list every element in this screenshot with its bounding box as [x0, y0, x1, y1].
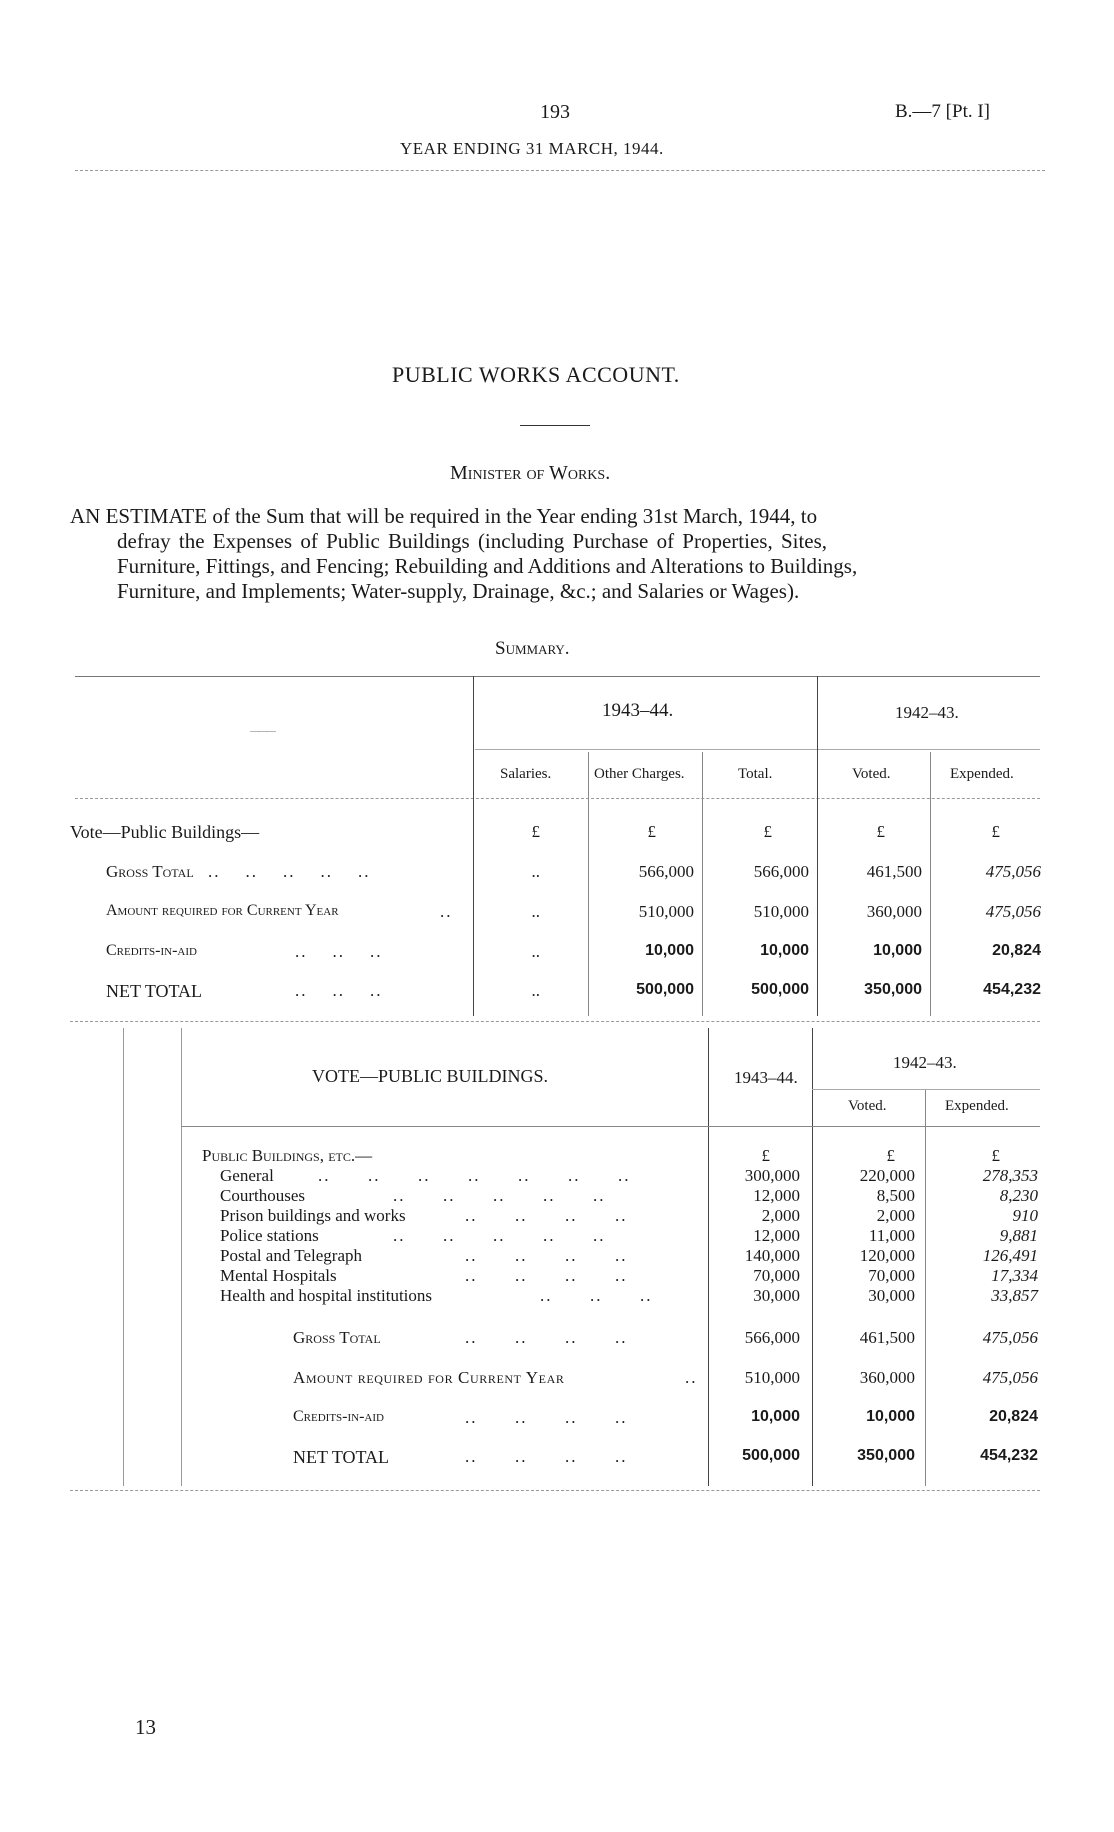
- vote-total-current: 500,000: [742, 1447, 800, 1464]
- vote-col-divider-voted: [925, 1090, 926, 1486]
- vote-item-current: 12,000: [753, 1186, 800, 1205]
- vote-total-label: Amount required for Current Year: [293, 1368, 565, 1387]
- summary-cell-salaries: ..: [531, 862, 540, 881]
- vote-item-current: 140,000: [744, 1246, 800, 1265]
- leader-dots: .. .. .. .. ..: [393, 1226, 606, 1245]
- vote-header-rule: [181, 1126, 1040, 1127]
- summary-cell-total: 566,000: [753, 862, 809, 881]
- vote-item-current: 2,000: [761, 1206, 800, 1225]
- vote-item-label: Mental Hospitals: [220, 1266, 337, 1285]
- leader-dots: .. .. ..: [540, 1286, 653, 1305]
- vote-group-label: Public Buildings, etc.—: [202, 1146, 373, 1165]
- leader-dots: ..: [440, 902, 453, 921]
- summary-cell-other: 510,000: [638, 902, 694, 921]
- leader-dots: .. .. .. ..: [465, 1266, 628, 1285]
- vote-total-voted: 10,000: [866, 1408, 915, 1425]
- leader-dots: .. .. ..: [295, 981, 383, 1000]
- vote-item-label: General: [220, 1166, 274, 1185]
- vote-year-current: 1943–44.: [734, 1068, 798, 1087]
- summary-cell-salaries: ..: [531, 902, 540, 921]
- summary-col-divider-year: [817, 676, 818, 1016]
- vote-item-label: Police stations: [220, 1226, 319, 1245]
- summary-col-divider-salaries: [588, 752, 589, 1016]
- vote-item-current: 300,000: [744, 1166, 800, 1185]
- summary-cell-voted: 350,000: [864, 981, 922, 998]
- vote-col-divider-prev: [812, 1028, 813, 1486]
- vote-year-rule: [812, 1089, 1040, 1090]
- summary-cell-expended: 454,232: [983, 981, 1041, 998]
- vote-left-border-outer: [123, 1028, 124, 1486]
- vote-total-label: Gross Total: [293, 1328, 381, 1347]
- summary-year-rule: [475, 749, 1040, 750]
- summary-row-label: Gross Total: [106, 862, 194, 881]
- vote-item-voted: 11,000: [868, 1226, 915, 1245]
- summary-cell-other: 10,000: [645, 942, 694, 959]
- vote-currency-voted: £: [886, 1146, 895, 1165]
- vote-item-voted: 8,500: [876, 1186, 915, 1205]
- vote-item-voted: 120,000: [859, 1246, 915, 1265]
- summary-col-total: Total.: [738, 766, 773, 782]
- page-subtitle: YEAR ENDING 31 MARCH, 1944.: [400, 139, 664, 158]
- vote-col-divider-current: [708, 1028, 709, 1486]
- vote-total-current: 510,000: [744, 1368, 800, 1387]
- reference-code: B.—7 [Pt. I]: [895, 101, 990, 122]
- summary-cell-expended: 20,824: [992, 942, 1041, 959]
- summary-vote-label: Vote—Public Buildings—: [70, 822, 260, 842]
- summary-cell-salaries: ..: [531, 981, 540, 1000]
- leader-dots: .. .. .. ..: [465, 1328, 628, 1347]
- vote-item-voted: 30,000: [868, 1286, 915, 1305]
- title-rule: [520, 425, 590, 426]
- leader-dots: .. .. .. ..: [465, 1408, 628, 1427]
- summary-currency-voted: £: [876, 822, 885, 841]
- summary-cell-expended: 475,056: [985, 902, 1041, 921]
- summary-col-divider-main: [473, 676, 474, 1016]
- header-rule: [75, 170, 1045, 171]
- summary-col-voted: Voted.: [852, 766, 891, 782]
- summary-currency-salaries: £: [531, 822, 540, 841]
- leader-dots: .. .. .. ..: [465, 1246, 628, 1265]
- vote-total-expended: 475,056: [982, 1328, 1038, 1347]
- vote-item-current: 12,000: [753, 1226, 800, 1245]
- vote-total-label: NET TOTAL: [293, 1447, 390, 1467]
- summary-row-label: Credits-in-aid: [106, 942, 197, 959]
- summary-col-salaries: Salaries.: [500, 766, 552, 782]
- vote-item-label: Postal and Telegraph: [220, 1246, 363, 1265]
- summary-cell-total: 510,000: [753, 902, 809, 921]
- summary-cell-total: 500,000: [751, 981, 809, 998]
- vote-item-label: Courthouses: [220, 1186, 305, 1205]
- estimate-line-4: Furniture, and Implements; Water-supply, Drainage, &c.; and Salaries or Wages).: [117, 579, 800, 603]
- summary-cell-other: 566,000: [638, 862, 694, 881]
- summary-row-label: NET TOTAL: [106, 981, 203, 1001]
- summary-row-label: Amount required for Current Year: [106, 902, 339, 919]
- summary-cell-salaries: ..: [531, 942, 540, 961]
- summary-currency-expended: £: [991, 822, 1000, 841]
- vote-col-expended: Expended.: [945, 1098, 1009, 1114]
- summary-year-prev: 1942–43.: [895, 703, 959, 722]
- vote-currency-expended: £: [991, 1146, 1000, 1165]
- summary-cell-voted: 10,000: [873, 942, 922, 959]
- vote-left-border-inner: [181, 1028, 182, 1486]
- vote-currency-current: £: [761, 1146, 770, 1165]
- footer-number: 13: [135, 1715, 156, 1739]
- vote-heading: VOTE—PUBLIC BUILDINGS.: [312, 1066, 548, 1086]
- summary-heading: Summary.: [495, 638, 570, 659]
- vote-total-expended: 475,056: [982, 1368, 1038, 1387]
- leader-dots: .. .. .. ..: [465, 1447, 628, 1466]
- minister-heading: Minister of Works.: [450, 462, 611, 484]
- summary-cell-voted: 461,500: [866, 862, 922, 881]
- vote-item-current: 70,000: [753, 1266, 800, 1285]
- summary-col-divider-other: [702, 752, 703, 1016]
- vote-item-voted: 220,000: [859, 1166, 915, 1185]
- document-title: PUBLIC WORKS ACCOUNT.: [392, 362, 680, 387]
- vote-bottom-rule: [70, 1490, 1040, 1491]
- leader-dots: ..: [685, 1368, 698, 1387]
- vote-total-expended: 454,232: [980, 1447, 1038, 1464]
- vote-item-expended: 126,491: [982, 1246, 1038, 1265]
- vote-total-expended: 20,824: [989, 1408, 1038, 1425]
- vote-year-prev: 1942–43.: [893, 1053, 957, 1072]
- vote-total-voted: 350,000: [857, 1447, 915, 1464]
- summary-col-other: Other Charges.: [594, 766, 685, 782]
- leader-dots: .. .. ..: [295, 942, 383, 961]
- vote-total-voted: 360,000: [859, 1368, 915, 1387]
- leader-dots: .. .. .. ..: [465, 1206, 628, 1225]
- leader-dots: .. .. .. .. ..: [393, 1186, 606, 1205]
- summary-currency-other: £: [647, 822, 656, 841]
- vote-item-expended: 910: [1012, 1206, 1038, 1225]
- vote-item-label: Health and hospital institutions: [220, 1286, 433, 1305]
- summary-cell-expended: 475,056: [985, 862, 1041, 881]
- vote-item-voted: 70,000: [868, 1266, 915, 1285]
- leader-dots: .. .. .. .. .. .. ..: [318, 1166, 631, 1185]
- vote-item-label: Prison buildings and works: [220, 1206, 406, 1225]
- vote-total-voted: 461,500: [859, 1328, 915, 1347]
- estimate-line-2: defray the Expenses of Public Buildings (including Purchase of Properties, Sites,: [117, 529, 828, 553]
- summary-cell-voted: 360,000: [866, 902, 922, 921]
- vote-item-expended: 278,353: [982, 1166, 1038, 1185]
- vote-item-expended: 8,230: [999, 1186, 1038, 1205]
- summary-year-current: 1943–44.: [602, 700, 674, 721]
- vote-total-current: 566,000: [744, 1328, 800, 1347]
- summary-bottom-rule: [70, 1021, 1040, 1022]
- summary-col-expended: Expended.: [950, 766, 1014, 782]
- vote-item-voted: 2,000: [876, 1206, 915, 1225]
- vote-item-expended: 17,334: [991, 1266, 1038, 1285]
- estimate-line-1: AN ESTIMATE of the Sum that will be required in the Year ending 31st March, 1944, to: [70, 504, 818, 528]
- summary-header-rule: [75, 798, 1040, 799]
- vote-total-current: 10,000: [751, 1408, 800, 1425]
- page-number: 193: [540, 101, 570, 123]
- vote-item-expended: 33,857: [991, 1286, 1038, 1305]
- summary-corner-dash: ———: [250, 726, 274, 737]
- estimate-line-3: Furniture, Fittings, and Fencing; Rebuilding and Additions and Alterations to Buildings,: [117, 554, 858, 578]
- summary-currency-total: £: [763, 822, 772, 841]
- summary-col-divider-voted: [930, 752, 931, 1016]
- vote-col-voted: Voted.: [848, 1098, 887, 1114]
- summary-cell-other: 500,000: [636, 981, 694, 998]
- leader-dots: .. .. .. .. ..: [208, 862, 371, 881]
- vote-total-label: Credits-in-aid: [293, 1408, 384, 1425]
- summary-top-rule: [75, 676, 1040, 677]
- vote-item-expended: 9,881: [999, 1226, 1038, 1245]
- vote-item-current: 30,000: [753, 1286, 800, 1305]
- summary-cell-total: 10,000: [760, 942, 809, 959]
